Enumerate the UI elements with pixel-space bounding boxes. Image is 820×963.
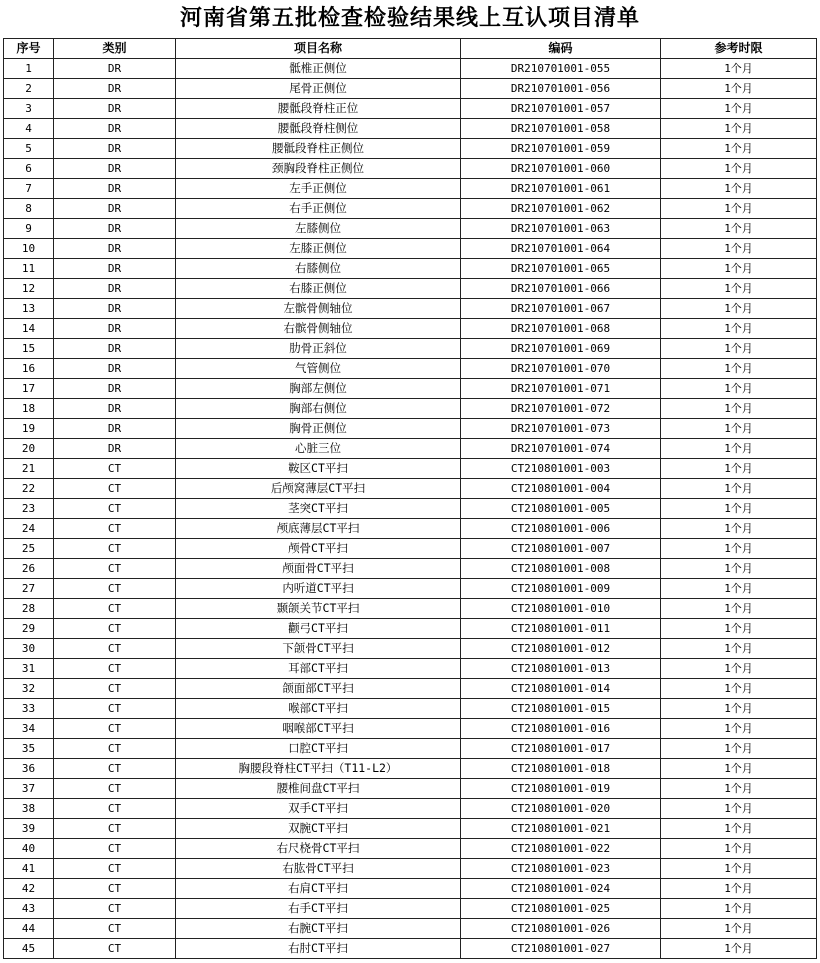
row-code: DR210701001-070 xyxy=(461,359,661,379)
items-table xyxy=(3,38,817,959)
row-category: CT xyxy=(54,879,176,899)
table-row xyxy=(4,919,817,939)
row-reference-period: 1个月 xyxy=(661,59,817,79)
header-item-name: 项目名称 xyxy=(176,39,461,59)
row-code: CT210801001-021 xyxy=(461,819,661,839)
table-row xyxy=(4,199,817,219)
row-item-name: 腰骶段脊柱正位 xyxy=(176,99,461,119)
row-code: DR210701001-056 xyxy=(461,79,661,99)
row-index: 30 xyxy=(4,639,54,659)
row-code: CT210801001-009 xyxy=(461,579,661,599)
row-item-name: 右膝正侧位 xyxy=(176,279,461,299)
row-item-name: 颅面骨CT平扫 xyxy=(176,559,461,579)
row-index: 15 xyxy=(4,339,54,359)
row-reference-period: 1个月 xyxy=(661,199,817,219)
row-category: DR xyxy=(54,199,176,219)
row-reference-period: 1个月 xyxy=(661,299,817,319)
row-code: DR210701001-074 xyxy=(461,439,661,459)
table-row xyxy=(4,219,817,239)
row-code: CT210801001-019 xyxy=(461,779,661,799)
row-category: DR xyxy=(54,219,176,239)
row-code: CT210801001-011 xyxy=(461,619,661,639)
row-code: DR210701001-060 xyxy=(461,159,661,179)
table-row xyxy=(4,739,817,759)
table-row xyxy=(4,439,817,459)
row-index: 35 xyxy=(4,739,54,759)
row-item-name: 骶椎正侧位 xyxy=(176,59,461,79)
row-item-name: 咽喉部CT平扫 xyxy=(176,719,461,739)
row-reference-period: 1个月 xyxy=(661,599,817,619)
row-item-name: 喉部CT平扫 xyxy=(176,699,461,719)
row-reference-period: 1个月 xyxy=(661,519,817,539)
row-item-name: 颈胸段脊柱正侧位 xyxy=(176,159,461,179)
table-row xyxy=(4,319,817,339)
row-code: CT210801001-025 xyxy=(461,899,661,919)
row-reference-period: 1个月 xyxy=(661,99,817,119)
row-index: 23 xyxy=(4,499,54,519)
table-row xyxy=(4,499,817,519)
header-reference-period: 参考时限 xyxy=(661,39,817,59)
row-reference-period: 1个月 xyxy=(661,559,817,579)
row-index: 25 xyxy=(4,539,54,559)
row-index: 43 xyxy=(4,899,54,919)
row-index: 34 xyxy=(4,719,54,739)
row-reference-period: 1个月 xyxy=(661,479,817,499)
row-reference-period: 1个月 xyxy=(661,939,817,959)
row-code: CT210801001-004 xyxy=(461,479,661,499)
row-code: DR210701001-068 xyxy=(461,319,661,339)
row-category: CT xyxy=(54,799,176,819)
table-row xyxy=(4,619,817,639)
row-category: CT xyxy=(54,539,176,559)
row-category: DR xyxy=(54,279,176,299)
row-code: CT210801001-024 xyxy=(461,879,661,899)
row-item-name: 后颅窝薄层CT平扫 xyxy=(176,479,461,499)
row-code: CT210801001-020 xyxy=(461,799,661,819)
row-code: CT210801001-003 xyxy=(461,459,661,479)
row-code: DR210701001-055 xyxy=(461,59,661,79)
row-item-name: 右肩CT平扫 xyxy=(176,879,461,899)
row-index: 32 xyxy=(4,679,54,699)
row-item-name: 口腔CT平扫 xyxy=(176,739,461,759)
table-row xyxy=(4,339,817,359)
row-code: DR210701001-071 xyxy=(461,379,661,399)
table-row xyxy=(4,519,817,539)
table-row xyxy=(4,799,817,819)
table-row xyxy=(4,779,817,799)
row-reference-period: 1个月 xyxy=(661,879,817,899)
row-item-name: 颌面部CT平扫 xyxy=(176,679,461,699)
row-index: 45 xyxy=(4,939,54,959)
table-row xyxy=(4,99,817,119)
table-header-row xyxy=(4,39,817,59)
row-item-name: 右肘CT平扫 xyxy=(176,939,461,959)
table-row xyxy=(4,679,817,699)
row-item-name: 腰骶段脊柱侧位 xyxy=(176,119,461,139)
table-row xyxy=(4,359,817,379)
table-row xyxy=(4,939,817,959)
row-code: CT210801001-015 xyxy=(461,699,661,719)
row-index: 38 xyxy=(4,799,54,819)
row-code: DR210701001-057 xyxy=(461,99,661,119)
row-item-name: 胸部右侧位 xyxy=(176,399,461,419)
header-index: 序号 xyxy=(4,39,54,59)
row-reference-period: 1个月 xyxy=(661,439,817,459)
header-category: 类别 xyxy=(54,39,176,59)
row-reference-period: 1个月 xyxy=(661,459,817,479)
row-category: CT xyxy=(54,719,176,739)
row-category: DR xyxy=(54,159,176,179)
row-index: 40 xyxy=(4,839,54,859)
row-reference-period: 1个月 xyxy=(661,339,817,359)
row-code: CT210801001-016 xyxy=(461,719,661,739)
table-row xyxy=(4,59,817,79)
row-category: CT xyxy=(54,859,176,879)
row-reference-period: 1个月 xyxy=(661,219,817,239)
table-row xyxy=(4,259,817,279)
row-reference-period: 1个月 xyxy=(661,739,817,759)
row-item-name: 右髌骨侧轴位 xyxy=(176,319,461,339)
row-code: DR210701001-072 xyxy=(461,399,661,419)
row-item-name: 内听道CT平扫 xyxy=(176,579,461,599)
row-category: DR xyxy=(54,399,176,419)
row-index: 17 xyxy=(4,379,54,399)
row-item-name: 右膝侧位 xyxy=(176,259,461,279)
table-row xyxy=(4,299,817,319)
row-index: 6 xyxy=(4,159,54,179)
row-item-name: 肋骨正斜位 xyxy=(176,339,461,359)
row-category: CT xyxy=(54,479,176,499)
table-row xyxy=(4,659,817,679)
table-row xyxy=(4,479,817,499)
table-row xyxy=(4,559,817,579)
row-item-name: 颧弓CT平扫 xyxy=(176,619,461,639)
row-item-name: 双手CT平扫 xyxy=(176,799,461,819)
row-reference-period: 1个月 xyxy=(661,319,817,339)
row-item-name: 胸腰段脊柱CT平扫（T11-L2） xyxy=(176,759,461,779)
row-item-name: 腰椎间盘CT平扫 xyxy=(176,779,461,799)
row-code: CT210801001-017 xyxy=(461,739,661,759)
row-code: DR210701001-059 xyxy=(461,139,661,159)
row-index: 2 xyxy=(4,79,54,99)
row-reference-period: 1个月 xyxy=(661,799,817,819)
row-item-name: 左膝侧位 xyxy=(176,219,461,239)
row-index: 22 xyxy=(4,479,54,499)
row-index: 19 xyxy=(4,419,54,439)
row-item-name: 腰骶段脊柱正侧位 xyxy=(176,139,461,159)
row-item-name: 右尺桡骨CT平扫 xyxy=(176,839,461,859)
row-code: DR210701001-062 xyxy=(461,199,661,219)
row-reference-period: 1个月 xyxy=(661,399,817,419)
table-row xyxy=(4,639,817,659)
row-item-name: 鞍区CT平扫 xyxy=(176,459,461,479)
row-code: CT210801001-014 xyxy=(461,679,661,699)
row-category: DR xyxy=(54,179,176,199)
row-category: CT xyxy=(54,639,176,659)
row-category: CT xyxy=(54,899,176,919)
row-category: CT xyxy=(54,679,176,699)
row-code: CT210801001-012 xyxy=(461,639,661,659)
row-code: CT210801001-005 xyxy=(461,499,661,519)
row-index: 26 xyxy=(4,559,54,579)
row-index: 27 xyxy=(4,579,54,599)
table-row xyxy=(4,879,817,899)
row-reference-period: 1个月 xyxy=(661,259,817,279)
row-item-name: 茎突CT平扫 xyxy=(176,499,461,519)
row-index: 42 xyxy=(4,879,54,899)
table-row xyxy=(4,859,817,879)
row-index: 16 xyxy=(4,359,54,379)
table-row xyxy=(4,279,817,299)
row-category: DR xyxy=(54,339,176,359)
document-title: 河南省第五批检查检验结果线上互认项目清单 xyxy=(179,5,640,31)
row-code: DR210701001-063 xyxy=(461,219,661,239)
row-reference-period: 1个月 xyxy=(661,899,817,919)
row-reference-period: 1个月 xyxy=(661,499,817,519)
row-index: 8 xyxy=(4,199,54,219)
table-row xyxy=(4,839,817,859)
row-category: DR xyxy=(54,319,176,339)
row-item-name: 右手CT平扫 xyxy=(176,899,461,919)
row-code: DR210701001-073 xyxy=(461,419,661,439)
row-category: DR xyxy=(54,59,176,79)
row-index: 4 xyxy=(4,119,54,139)
row-index: 21 xyxy=(4,459,54,479)
row-item-name: 右手正侧位 xyxy=(176,199,461,219)
row-reference-period: 1个月 xyxy=(661,159,817,179)
row-category: CT xyxy=(54,459,176,479)
row-category: DR xyxy=(54,119,176,139)
row-category: CT xyxy=(54,739,176,759)
table-row xyxy=(4,239,817,259)
row-reference-period: 1个月 xyxy=(661,619,817,639)
row-category: CT xyxy=(54,659,176,679)
row-category: CT xyxy=(54,759,176,779)
row-code: CT210801001-023 xyxy=(461,859,661,879)
row-reference-period: 1个月 xyxy=(661,759,817,779)
row-code: CT210801001-013 xyxy=(461,659,661,679)
row-index: 5 xyxy=(4,139,54,159)
table-row xyxy=(4,599,817,619)
row-item-name: 颞颌关节CT平扫 xyxy=(176,599,461,619)
table-row xyxy=(4,419,817,439)
row-code: CT210801001-008 xyxy=(461,559,661,579)
row-reference-period: 1个月 xyxy=(661,919,817,939)
table-row xyxy=(4,159,817,179)
row-reference-period: 1个月 xyxy=(661,679,817,699)
row-category: CT xyxy=(54,619,176,639)
row-item-name: 双腕CT平扫 xyxy=(176,819,461,839)
row-index: 37 xyxy=(4,779,54,799)
table-row xyxy=(4,579,817,599)
row-category: CT xyxy=(54,919,176,939)
row-category: DR xyxy=(54,79,176,99)
row-index: 33 xyxy=(4,699,54,719)
row-category: CT xyxy=(54,559,176,579)
row-reference-period: 1个月 xyxy=(661,359,817,379)
row-index: 14 xyxy=(4,319,54,339)
row-index: 12 xyxy=(4,279,54,299)
row-category: CT xyxy=(54,939,176,959)
row-index: 7 xyxy=(4,179,54,199)
row-item-name: 胸部左侧位 xyxy=(176,379,461,399)
row-category: CT xyxy=(54,699,176,719)
row-reference-period: 1个月 xyxy=(661,699,817,719)
row-index: 11 xyxy=(4,259,54,279)
row-reference-period: 1个月 xyxy=(661,79,817,99)
row-reference-period: 1个月 xyxy=(661,239,817,259)
table-row xyxy=(4,759,817,779)
row-reference-period: 1个月 xyxy=(661,639,817,659)
row-item-name: 下颌骨CT平扫 xyxy=(176,639,461,659)
row-code: CT210801001-007 xyxy=(461,539,661,559)
row-category: CT xyxy=(54,779,176,799)
row-item-name: 心脏三位 xyxy=(176,439,461,459)
row-code: DR210701001-064 xyxy=(461,239,661,259)
row-category: DR xyxy=(54,259,176,279)
row-category: CT xyxy=(54,599,176,619)
row-category: DR xyxy=(54,419,176,439)
row-index: 41 xyxy=(4,859,54,879)
table-row xyxy=(4,699,817,719)
row-reference-period: 1个月 xyxy=(661,179,817,199)
row-reference-period: 1个月 xyxy=(661,279,817,299)
table-row xyxy=(4,719,817,739)
header-code: 编码 xyxy=(461,39,661,59)
row-code: DR210701001-067 xyxy=(461,299,661,319)
row-code: DR210701001-069 xyxy=(461,339,661,359)
row-reference-period: 1个月 xyxy=(661,579,817,599)
row-reference-period: 1个月 xyxy=(661,779,817,799)
row-item-name: 尾骨正侧位 xyxy=(176,79,461,99)
row-index: 36 xyxy=(4,759,54,779)
row-item-name: 右肱骨CT平扫 xyxy=(176,859,461,879)
row-category: DR xyxy=(54,439,176,459)
row-index: 3 xyxy=(4,99,54,119)
row-category: CT xyxy=(54,579,176,599)
row-code: DR210701001-066 xyxy=(461,279,661,299)
row-code: CT210801001-010 xyxy=(461,599,661,619)
table-row xyxy=(4,139,817,159)
row-index: 31 xyxy=(4,659,54,679)
row-reference-period: 1个月 xyxy=(661,819,817,839)
row-item-name: 右腕CT平扫 xyxy=(176,919,461,939)
row-code: DR210701001-065 xyxy=(461,259,661,279)
table-row xyxy=(4,79,817,99)
row-category: DR xyxy=(54,299,176,319)
row-item-name: 颅骨CT平扫 xyxy=(176,539,461,559)
row-category: DR xyxy=(54,379,176,399)
row-item-name: 胸骨正侧位 xyxy=(176,419,461,439)
row-code: CT210801001-022 xyxy=(461,839,661,859)
row-reference-period: 1个月 xyxy=(661,539,817,559)
row-index: 44 xyxy=(4,919,54,939)
row-item-name: 气管侧位 xyxy=(176,359,461,379)
row-code: DR210701001-061 xyxy=(461,179,661,199)
row-item-name: 耳部CT平扫 xyxy=(176,659,461,679)
row-item-name: 颅底薄层CT平扫 xyxy=(176,519,461,539)
row-code: CT210801001-018 xyxy=(461,759,661,779)
row-index: 24 xyxy=(4,519,54,539)
table-row xyxy=(4,179,817,199)
row-code: DR210701001-058 xyxy=(461,119,661,139)
table-row xyxy=(4,819,817,839)
table-row xyxy=(4,459,817,479)
row-reference-period: 1个月 xyxy=(661,839,817,859)
row-code: CT210801001-006 xyxy=(461,519,661,539)
row-category: DR xyxy=(54,239,176,259)
row-category: CT xyxy=(54,819,176,839)
row-index: 29 xyxy=(4,619,54,639)
row-reference-period: 1个月 xyxy=(661,419,817,439)
row-index: 1 xyxy=(4,59,54,79)
table-row xyxy=(4,539,817,559)
row-reference-period: 1个月 xyxy=(661,379,817,399)
row-category: CT xyxy=(54,519,176,539)
row-code: CT210801001-027 xyxy=(461,939,661,959)
row-reference-period: 1个月 xyxy=(661,139,817,159)
row-reference-period: 1个月 xyxy=(661,859,817,879)
row-category: CT xyxy=(54,499,176,519)
row-index: 28 xyxy=(4,599,54,619)
row-category: CT xyxy=(54,839,176,859)
row-index: 10 xyxy=(4,239,54,259)
row-index: 9 xyxy=(4,219,54,239)
row-index: 18 xyxy=(4,399,54,419)
row-reference-period: 1个月 xyxy=(661,659,817,679)
row-item-name: 左手正侧位 xyxy=(176,179,461,199)
row-index: 13 xyxy=(4,299,54,319)
row-category: DR xyxy=(54,359,176,379)
row-code: CT210801001-026 xyxy=(461,919,661,939)
row-index: 39 xyxy=(4,819,54,839)
table-row xyxy=(4,119,817,139)
row-category: DR xyxy=(54,99,176,119)
row-item-name: 左髌骨侧轴位 xyxy=(176,299,461,319)
table-row xyxy=(4,899,817,919)
row-index: 20 xyxy=(4,439,54,459)
row-category: DR xyxy=(54,139,176,159)
table-row xyxy=(4,399,817,419)
row-reference-period: 1个月 xyxy=(661,719,817,739)
row-item-name: 左膝正侧位 xyxy=(176,239,461,259)
row-reference-period: 1个月 xyxy=(661,119,817,139)
table-row xyxy=(4,379,817,399)
